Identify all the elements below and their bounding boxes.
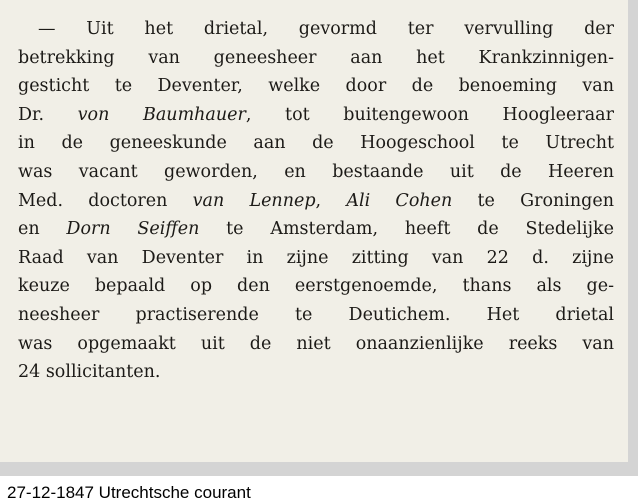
article-line	[18, 301, 614, 330]
text-run: te Amsterdam, heeft de Stedelijke	[199, 219, 614, 240]
italic-name: van Lennep	[192, 190, 316, 211]
text-run: in de geneeskunde aan de Hoogeschool te Utrecht	[18, 133, 614, 154]
article-text	[18, 15, 614, 387]
italic-name: Dorn Seiffen	[66, 219, 200, 240]
text-run: Raad van Deventer in zijne zitting van 22 d. zijne	[18, 247, 614, 268]
article-line	[18, 272, 614, 301]
text-run: 24 sollicitanten.	[18, 362, 161, 383]
article-line	[18, 244, 614, 273]
italic-name: Ali Cohen	[346, 190, 453, 211]
text-run: — Uit het drietal, gevormd ter vervulling der	[38, 19, 614, 39]
article-line	[18, 358, 614, 387]
text-run: , tot buitengewoon Hoogleeraar	[245, 104, 614, 125]
text-run: was vacant geworden, en bestaande uit de Heeren	[18, 161, 614, 182]
article-line	[18, 101, 614, 130]
article-line	[18, 44, 614, 73]
article-line	[18, 158, 614, 187]
text-run: en	[18, 219, 67, 240]
text-run: keuze bepaald op den eerstgenoemde, thans als ge-	[18, 276, 614, 297]
article-line	[18, 15, 614, 44]
text-run: ,	[315, 190, 347, 211]
text-run: gesticht te Deventer, welke door de benoeming van	[18, 76, 614, 97]
article-line	[18, 330, 614, 359]
article-line	[18, 129, 614, 158]
italic-name: von Baumhauer	[77, 104, 246, 125]
text-run: Med. doctoren	[18, 190, 193, 211]
text-run: neesheer practiserende te Deutichem. Het drietal	[18, 304, 614, 325]
text-run: was opgemaakt uit de niet onaanzienlijke reeks van	[18, 333, 614, 354]
caption-date-source: 27-12-1847 Utrechtsche courant	[7, 483, 251, 502]
text-run: Dr.	[18, 104, 78, 125]
article-line	[18, 187, 614, 216]
text-run: betrekking van geneesheer aan het Krankzinnigen-	[18, 47, 614, 68]
article-line	[18, 72, 614, 101]
article-line	[18, 215, 614, 244]
text-run: te Groningen	[452, 190, 614, 211]
